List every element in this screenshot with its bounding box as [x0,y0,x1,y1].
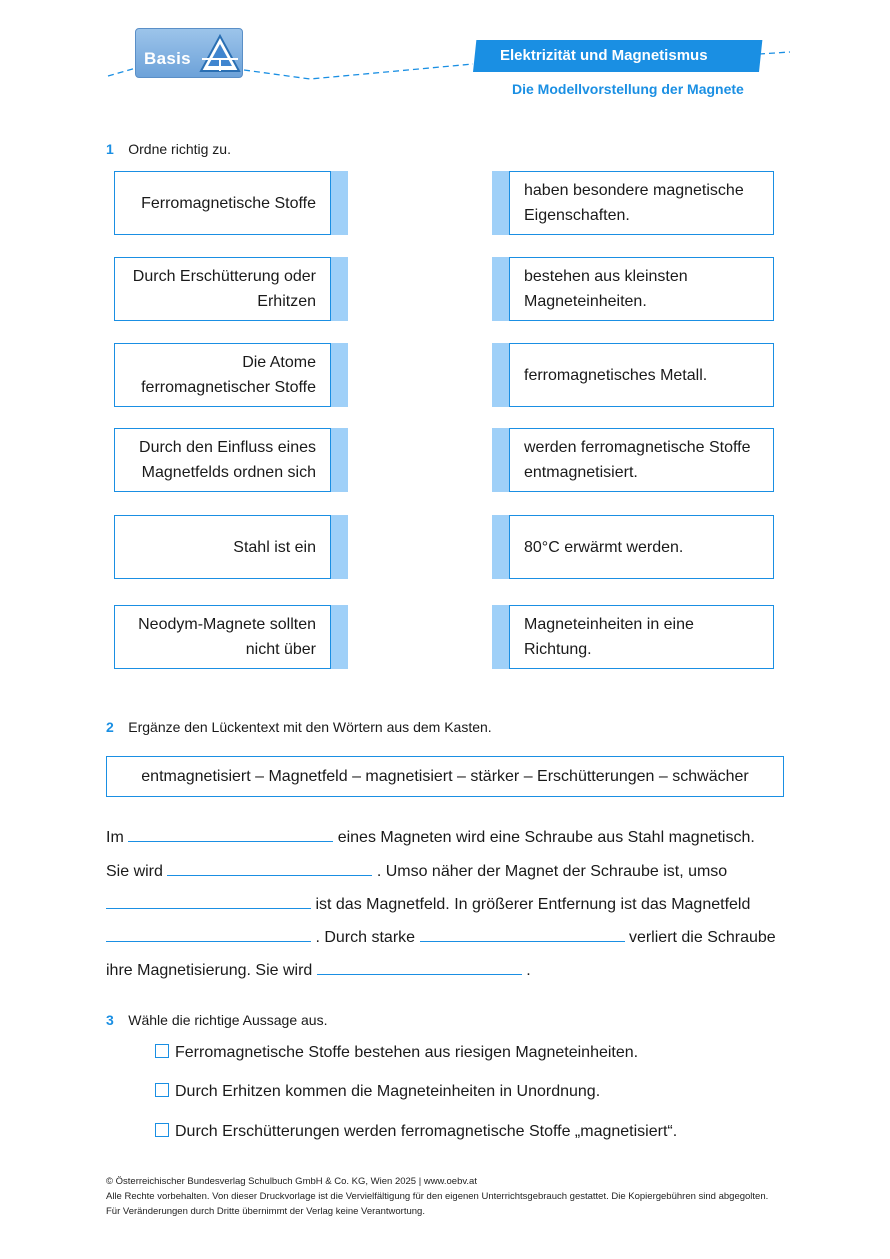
choice-option[interactable] [155,1044,638,1062]
match-text [141,350,316,400]
task-instruction: Ergänze den Lückentext mit den Wörtern aus dem Kasten. [128,719,492,735]
match-connector-tab[interactable] [331,428,348,492]
match-left-item[interactable] [114,343,331,407]
task-instruction: Wähle die richtige Aussage aus. [128,1012,328,1028]
pyramid-icon [198,33,242,75]
task-number: 1 [106,141,114,157]
cloze-text: . Durch starke [315,929,416,946]
task-number: 3 [106,1012,114,1028]
copyright-line: © Österreichischer Bundesverlag Schulbuch GmbH & Co. KG, Wien 2025 | www.oebv.at [106,1176,477,1187]
task-3-heading [106,1012,327,1030]
logo-label: Basis [144,49,191,68]
task-2-heading [106,719,492,737]
choice-option[interactable] [155,1083,600,1101]
match-text-line: Richtung. [524,641,592,658]
match-connector-tab[interactable] [331,171,348,235]
match-text [524,264,688,314]
match-right-item[interactable] [509,257,774,321]
match-text-line: Neodym-Magnete sollten [138,616,316,633]
basis-logo [135,28,243,78]
match-text [524,178,744,228]
checkbox[interactable] [155,1123,169,1137]
match-text [524,435,751,485]
cloze-text: ist das Magnetfeld. In größerer Entfernung ist das Magnetfeld [315,896,751,913]
match-text-line: ferromagnetischer Stoffe [141,379,316,396]
match-text-line: haben besondere magnetische [524,182,744,199]
match-connector-tab[interactable] [492,257,509,321]
match-text-line: nicht über [245,641,316,658]
answer-blank[interactable] [420,923,625,942]
cloze-text: verliert die Schraube [628,929,776,946]
match-left-item[interactable] [114,515,331,579]
option-label: Ferromagnetische Stoffe bestehen aus riesigen Magneteinheiten. [175,1044,639,1061]
chapter-title: Elektrizität und Magnetismus [500,47,708,64]
cloze-text: ihre Magnetisierung. Sie wird [106,962,313,979]
match-text [524,363,707,388]
cloze-text: Sie wird [106,863,163,880]
match-text-line: Erhitzen [257,293,316,310]
worksheet-subtitle: Die Modellvorstellung der Magnete [512,81,744,97]
choice-option[interactable] [155,1123,677,1141]
match-connector-tab[interactable] [492,605,509,669]
rights-line: Alle Rechte vorbehalten. Von dieser Druckvorlage ist die Vervielfältigung für den eigenen Unterrichtsgebrauch gestattet. Die Kopiergebühren sind abgegolten. [106,1191,769,1202]
cloze-line [106,890,750,914]
task-1-heading [106,141,231,159]
match-text-line: Magneteinheiten. [524,293,647,310]
match-text-line: Durch den Einfluss eines [139,439,316,456]
cloze-text: . Umso näher der Magnet der Schraube ist, umso [376,863,728,880]
match-text-line: werden ferromagnetische Stoffe [524,439,751,456]
match-text-line: Magneteinheiten in eine [524,616,694,633]
checkbox[interactable] [155,1083,169,1097]
match-text-line: Stahl ist ein [233,538,316,556]
option-label: Durch Erhitzen kommen die Magneteinheiten in Unordnung. [175,1083,601,1100]
answer-blank[interactable] [128,823,333,842]
cloze-line [106,956,531,980]
match-connector-tab[interactable] [492,343,509,407]
cloze-line [106,823,755,847]
match-connector-tab[interactable] [492,171,509,235]
match-left-item[interactable] [114,605,331,669]
match-connector-tab[interactable] [492,428,509,492]
match-text-line: Die Atome [242,354,316,371]
match-connector-tab[interactable] [331,515,348,579]
checkbox[interactable] [155,1044,169,1058]
match-connector-tab[interactable] [331,257,348,321]
match-text-line: Ferromagnetische Stoffe [141,194,316,212]
match-text [524,612,694,662]
match-text-line: Magnetfelds ordnen sich [141,464,316,481]
match-text-line: bestehen aus kleinsten [524,268,688,285]
match-text-line: ferromagnetisches Metall. [524,366,708,384]
option-label: Durch Erschütterungen werden ferromagnetische Stoffe „magnetisiert“. [175,1123,678,1140]
answer-blank[interactable] [106,923,311,942]
match-right-item[interactable] [509,428,774,492]
task-number: 2 [106,719,114,735]
match-right-item[interactable] [509,515,774,579]
match-text [233,535,316,560]
cloze-line [106,923,776,947]
match-connector-tab[interactable] [492,515,509,579]
match-text [141,191,316,216]
match-text-line: Eigenschaften. [524,207,630,224]
match-left-item[interactable] [114,257,331,321]
match-text [133,264,316,314]
match-connector-tab[interactable] [331,343,348,407]
match-text-line: Durch Erschütterung oder [132,268,316,285]
match-right-item[interactable] [509,605,774,669]
match-text [524,535,683,560]
cloze-text: eines Magneten wird eine Schraube aus Stahl magnetisch. [337,829,755,846]
answer-blank[interactable] [317,956,522,975]
match-text-line: 80°C erwärmt werden. [524,538,684,556]
word-box: entmagnetisiert – Magnetfeld – magnetisiert – stärker – Erschütterungen – schwächer [106,756,784,797]
match-text [139,435,316,485]
answer-blank[interactable] [106,890,311,909]
cloze-text: Im [106,829,124,846]
cloze-text: . [526,962,531,979]
task-instruction: Ordne richtig zu. [128,141,231,157]
match-connector-tab[interactable] [331,605,348,669]
match-left-item[interactable] [114,171,331,235]
match-text [138,612,316,662]
match-left-item[interactable] [114,428,331,492]
match-text-line: entmagnetisiert. [524,464,638,481]
cloze-line [106,857,727,881]
answer-blank[interactable] [167,857,372,876]
liability-line: Für Veränderungen durch Dritte übernimmt der Verlag keine Verantwortung. [106,1206,425,1217]
match-right-item[interactable] [509,343,774,407]
match-right-item[interactable] [509,171,774,235]
